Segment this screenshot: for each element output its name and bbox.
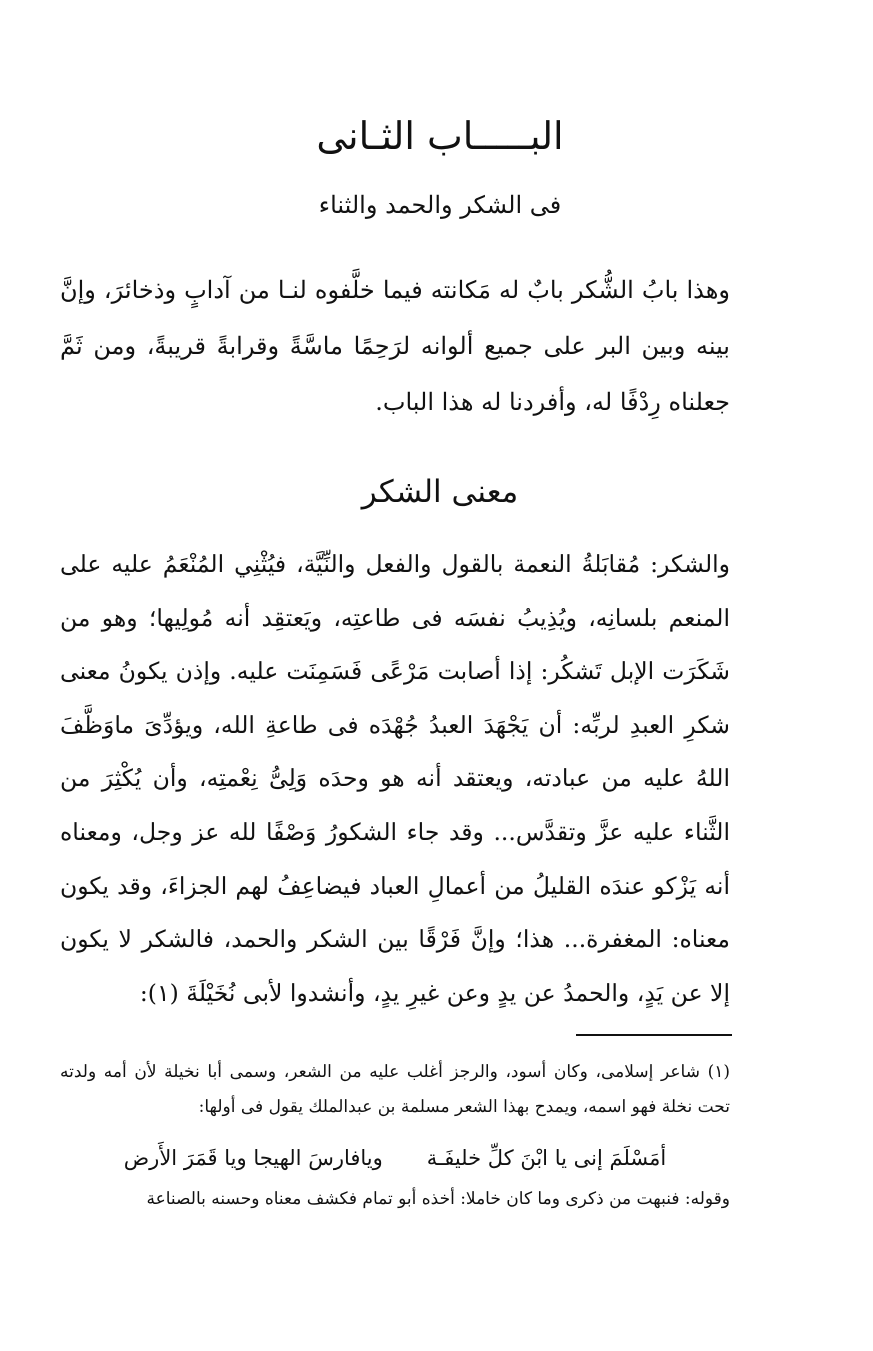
footnote-text: (١) شاعر إسلامى، وكان أسود، والرجز أغلب عليه من الشعر، وسمى أبا نخيلة لأن أمه ولدته تحت نخلة فهو اسمه، ويمدح بهذا الشعر مسلمة بن عبدالملك يقول فى أولها: [60, 1062, 730, 1117]
chapter-title: البـــــاب الثـانى [316, 114, 564, 158]
chapter-subtitle: فى الشكر والحمد والثناء [318, 191, 562, 219]
verse-line [60, 1138, 730, 1178]
verse-first-hemistich: أمَسْلَمَ إنى يا ابْنَ كلِّ خليفَـة [426, 1146, 667, 1170]
footnote-divider [576, 1034, 732, 1036]
body-paragraph: والشكر: مُقابَلةُ النعمة بالقول والفعل والنِّيَّة، فيُثْنِي المُنْعَمُ عليه على المنعم بلسانِه، ويُذِيبُ نفسَه فى طاعتِه، ويَعتقِد أنه مُولِيها؛ وهو من شَكَرَت الإبل تَشكُر: إذا أصابت مَرْعًى فَسَمِنَت عليه. وإذن يكونُ معنى شكرِ العبدِ لربِّه: أن يَجْهَدَ العبدُ جُهْدَه فى طاعةِ الله، ويؤدِّىَ ماوَظَّفَ اللهُ عليه من عبادته، ويعتقد أنه هو وحدَه وَلِىُّ نِعْمتِه، وأن يُكْثِرَ من الثَّناء عليه عزَّ وتقدَّس... وقد جاء الشكورُ وَصْفًا لله عز وجل، ومعناه أنه يَزْكو عندَه القليلُ من أعمالِ العباد فيضاعِفُ لهم الجزاءَ، وقد يكون معناه: المغفرة... هذا؛ وإنَّ فَرْقًا بين الشكر والحمد، فالشكر لا يكون إلا عن يَدٍ، والحمدُ عن يدٍ وعن غيرِ يدٍ، وأنشدوا لأبى نُخَيْلَةَ (١): [60, 550, 730, 1007]
intro-paragraph: وهذا بابُ الشُّكر بابٌ له مَكانته فيما خلَّفوه لنـا من آدابٍ وذخائرَ، وإنَّ بينه وبين البر على جميع ألوانه لرَحِمًا ماسَّةً وقرابةً قريبةً، ومن ثَمَّ جعلناه رِدْفًا له، وأفردنا له هذا الباب. [60, 276, 730, 416]
verse-second-hemistich: ويافارسَ الهيجا ويا قَمَرَ الأَرض [123, 1146, 383, 1170]
section-heading: معنى الشكر [361, 474, 519, 510]
footnote-last-line: وقوله: فنبهت من ذكرى وما كان خاملا: أخذه أبو تمام فكشف معناه وحسنه بالصناعة [146, 1189, 730, 1209]
